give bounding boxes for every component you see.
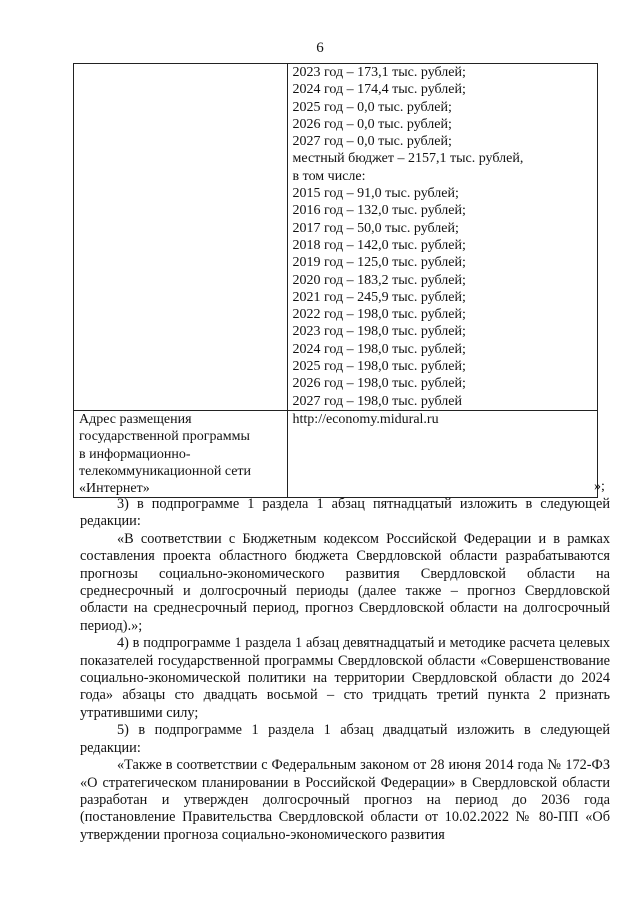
budget-line: 2023 год – 173,1 тыс. рублей; <box>292 65 466 80</box>
budget-line: 2025 год – 198,0 тыс. рублей; <box>292 359 466 375</box>
paragraph: «Также в соответствии с Федеральным законом от 28 июня 2014 года № 172-ФЗ «О стратегическом планировании в Российской Федерации» в Свердловской области разработан и утвержден долгосрочный прогноз на период до 2036 года (постановление Правительства Свердловской области от 10.02.2022 № 80-ПП «Об утверждении прогноза социально-экономического развития <box>80 757 610 843</box>
page-number: 6 <box>316 40 324 56</box>
budget-line: 2021 год – 245,9 тыс. рублей; <box>292 289 466 305</box>
budget-line: 2024 год – 174,4 тыс. рублей; <box>292 82 466 98</box>
budget-cell <box>287 64 597 411</box>
table-closing-quote: »; <box>594 479 605 494</box>
budget-line: 2027 год – 198,0 тыс. рублей <box>292 393 462 409</box>
budget-line: 2018 год – 142,0 тыс. рублей; <box>292 237 466 253</box>
table-row <box>74 64 598 411</box>
budget-line: местный бюджет – 2157,1 тыс. рублей, <box>292 151 524 167</box>
budget-line: 2026 год – 0,0 тыс. рублей; <box>292 116 452 132</box>
address-label-line: Адрес размещения <box>79 411 192 427</box>
table-row <box>74 410 598 497</box>
budget-line: 2015 год – 91,0 тыс. рублей; <box>292 186 459 202</box>
budget-line: 2017 год – 50,0 тыс. рублей; <box>292 220 459 236</box>
address-label-line: государственной программы <box>79 429 250 445</box>
paragraph: 5) в подпрограмме 1 раздела 1 абзац двадцатый изложить в следующей редакции: <box>80 722 610 756</box>
address-label-cell <box>74 410 288 497</box>
amendment-text <box>80 496 610 844</box>
budget-line: 2020 год – 183,2 тыс. рублей; <box>292 272 466 288</box>
budget-line: 2026 год – 198,0 тыс. рублей; <box>292 376 466 392</box>
address-url: http://economy.midural.ru <box>292 411 439 427</box>
address-label-line: телекоммуникационной сети <box>79 463 252 479</box>
address-label-line: в информационно- <box>79 446 191 462</box>
budget-line: 2024 год – 198,0 тыс. рублей; <box>292 341 466 357</box>
empty-label-cell <box>74 64 288 411</box>
budget-line: 2016 год – 132,0 тыс. рублей; <box>292 203 466 219</box>
paragraph: 3) в подпрограмме 1 раздела 1 абзац пятнадцатый изложить в следующей редакции: <box>80 496 610 530</box>
budget-line: 2023 год – 198,0 тыс. рублей; <box>292 324 466 340</box>
paragraph: 4) в подпрограмме 1 раздела 1 абзац девятнадцатый и методике расчета целевых показателей государственной программы Свердловской области «Совершенствование социально-экономической политики на территории Свердловской области до 2024 года» абзацы сто двадцать восьмой – сто тридцать третий пункта 2 признать утратившими силу; <box>80 635 610 721</box>
budget-line: 2025 год – 0,0 тыс. рублей; <box>292 99 452 115</box>
budget-line: 2027 год – 0,0 тыс. рублей; <box>292 134 452 150</box>
budget-line: 2022 год – 198,0 тыс. рублей; <box>292 307 466 323</box>
address-value-cell <box>287 410 597 497</box>
budget-line: 2019 год – 125,0 тыс. рублей; <box>292 255 466 271</box>
address-label-line: «Интернет» <box>79 481 150 497</box>
budget-line: в том числе: <box>292 168 366 184</box>
program-passport-table <box>73 63 598 498</box>
paragraph: «В соответствии с Бюджетным кодексом Российской Федерации и в рамках составления проекта областного бюджета Свердловской области разрабатываются прогнозы социально-экономического развития Свердловской области на среднесрочный и долгосрочный периоды (далее также – прогноз Свердловской области на среднесрочный период, прогноз Свердловской области на долгосрочный период).»; <box>80 530 610 634</box>
